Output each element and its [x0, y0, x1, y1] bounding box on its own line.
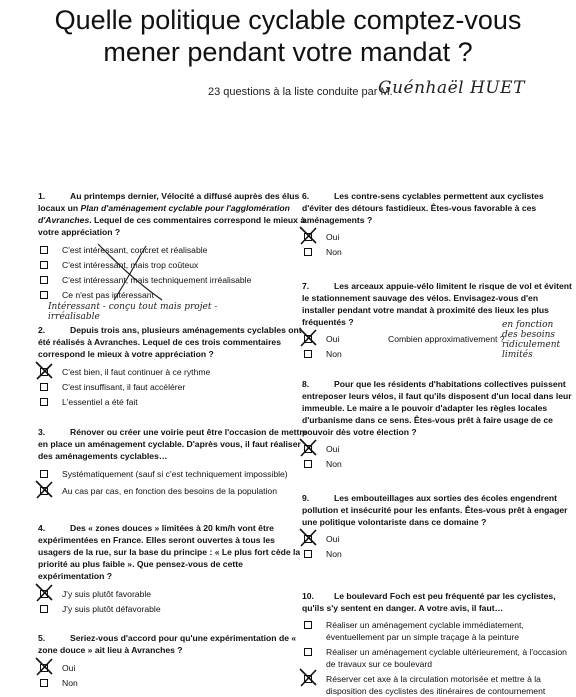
page-title-line-2: mener pendant votre mandat ? — [103, 37, 473, 67]
option[interactable] — [302, 533, 572, 545]
option[interactable] — [302, 619, 572, 643]
option[interactable] — [38, 603, 308, 615]
option-label: C'est intéressant, concret et réalisable — [62, 245, 208, 255]
question-number: 4. — [38, 523, 46, 533]
cross-mark-icon — [34, 360, 56, 382]
option[interactable] — [38, 274, 308, 286]
option-label: J'y suis plutôt favorable — [62, 589, 152, 599]
option-label: Au cas par cas, en fonction des besoins de la population — [62, 486, 277, 496]
checkbox[interactable] — [40, 276, 48, 284]
cross-mark-icon — [298, 225, 320, 247]
option-label: C'est intéressant, mais trop coûteux — [62, 260, 199, 270]
question-number: 10. — [302, 591, 314, 601]
question-text: Pour que les résidents d'habitations collectives puissent entreposer leurs vélos, il faut qu'ils disposent d'un local dans leur immeuble. Le maire a le pouvoir d'adapter les règles locales d'urbanisme dans ce sens. Êtes-vous prêt à faire usage de ce pouvoir dès votre élection ? — [302, 379, 572, 437]
option[interactable] — [302, 646, 572, 670]
question-number: 1. — [38, 191, 46, 201]
question-text: Les arceaux appuie-vélo limitent le risque de vol et évitent le stationnement sauvage des vélos. Envisagez-vous d'en installer pendant votre mandat à proximité des lieux les plus fréquentés ? — [302, 281, 572, 327]
handwritten-annotation: Intéressant - conçu tout mais projet - irréalisable — [48, 302, 218, 322]
question-4 — [38, 522, 308, 615]
followup-question: Combien approximativement ? — [388, 334, 505, 344]
question-number: 8. — [302, 379, 310, 389]
checkbox[interactable] — [40, 261, 48, 269]
checkbox[interactable] — [304, 460, 312, 468]
option[interactable] — [38, 485, 308, 497]
option[interactable] — [302, 673, 572, 697]
option[interactable] — [38, 468, 308, 480]
option-label: Réaliser un aménagement cyclable ultérieurement, à l'occasion de travaux sur ce boulevard — [326, 647, 567, 669]
handwritten-name: Guénhaël HUET — [378, 78, 525, 98]
checkbox[interactable] — [304, 621, 312, 629]
checkbox[interactable] — [304, 248, 312, 256]
checkbox[interactable] — [304, 350, 312, 358]
option-label: Réserver cet axe à la circulation motorisée et mettre à la disposition des cyclistes des itinéraires de contournement — [326, 674, 546, 696]
option[interactable] — [38, 381, 308, 393]
option[interactable] — [38, 259, 308, 271]
question-text: Seriez-vous d'accord pour qu'une expérimentation de « zone douce » ait lieu à Avranches ? — [38, 633, 297, 655]
question-text: Au printemps dernier, Vélocité a diffusé auprès des élus locaux un — [38, 191, 300, 213]
question-text: Les contre-sens cyclables permettent aux cyclistes d'éviter des détours fastidieux. Êtes-vous favorable à ces aménagements ? — [302, 191, 544, 225]
question-text: Depuis trois ans, plusieurs aménagements cyclables ont été réalisés à Avranches. Lequel de ces trois commentaires correspond le mieux à votre appréciation ? — [38, 325, 302, 359]
option-label: L'essentiel a été fait — [62, 397, 138, 407]
question-text: Le boulevard Foch est peu fréquenté par les cyclistes, qu'ils s'y sentent en danger. A votre avis, il faut… — [302, 591, 556, 613]
option[interactable] — [302, 458, 572, 470]
checkbox[interactable] — [40, 291, 48, 299]
option[interactable] — [302, 246, 572, 258]
cross-mark-icon — [298, 667, 320, 689]
question-number: 2. — [38, 325, 46, 335]
question-3 — [38, 426, 308, 497]
option[interactable] — [38, 677, 308, 689]
cross-mark-icon — [298, 437, 320, 459]
option-label: C'est insuffisant, il faut accélérer — [62, 382, 186, 392]
option[interactable] — [38, 289, 308, 301]
option-label: Ce n'est pas intéressant — [62, 290, 154, 300]
question-7 — [302, 280, 572, 360]
option[interactable] — [38, 588, 308, 600]
option[interactable] — [38, 662, 308, 674]
option[interactable] — [38, 366, 308, 378]
question-5 — [38, 632, 308, 689]
question-text: Rénover ou créer une voirie peut être l'occasion de mettre en place un aménagement cyclable. D'après vous, il faut réaliser des aménagements cyclables… — [38, 427, 308, 461]
page-title-line-1: Quelle politique cyclable comptez-vous — [54, 5, 522, 35]
checkbox[interactable] — [40, 398, 48, 406]
option-label: Non — [326, 247, 342, 257]
option-label: Oui — [326, 444, 340, 454]
question-9 — [302, 492, 572, 560]
cross-mark-icon — [298, 327, 320, 349]
cross-mark-icon — [34, 656, 56, 678]
option[interactable] — [302, 231, 572, 243]
option-label: Oui — [326, 334, 340, 344]
question-number: 6. — [302, 191, 310, 201]
option-label: Non — [326, 349, 342, 359]
question-1 — [38, 190, 308, 322]
option[interactable] — [302, 443, 572, 455]
option-label: J'y suis plutôt défavorable — [62, 604, 161, 614]
option[interactable] — [38, 396, 308, 408]
checkbox[interactable] — [40, 605, 48, 613]
checkbox[interactable] — [304, 648, 312, 656]
handwritten-strike-icon — [96, 242, 166, 304]
checkbox[interactable] — [40, 383, 48, 391]
cross-mark-icon — [34, 582, 56, 604]
question-8 — [302, 378, 572, 470]
question-text: . Lequel de ces commentaires correspond le mieux à votre appréciation ? — [38, 215, 306, 237]
question-number: 9. — [302, 493, 310, 503]
cross-mark-icon — [298, 527, 320, 549]
option-label: Oui — [62, 663, 76, 673]
option-label: C'est intéressant, mais techniquement irréalisable — [62, 275, 252, 285]
question-text: Les embouteillages aux sorties des écoles engendrent pollution et insécurité pour les enfants. Êtes-vous prêt à engager une politique volontariste dans ce domaine ? — [302, 493, 568, 527]
question-number: 5. — [38, 633, 46, 643]
question-6 — [302, 190, 572, 258]
option[interactable] — [302, 548, 572, 560]
option-label: Non — [326, 459, 342, 469]
option-label: Non — [326, 549, 342, 559]
question-number: 3. — [38, 427, 46, 437]
option-label: Réaliser un aménagement cyclable immédiatement, éventuellement par un simple traçage à la peinture — [326, 620, 524, 642]
cross-mark-icon — [34, 479, 56, 501]
checkbox[interactable] — [304, 550, 312, 558]
question-text-italic: Plan d'aménagement cyclable pour l'agglomération d'Avranches — [38, 203, 290, 225]
option[interactable] — [38, 244, 308, 256]
question-10 — [302, 590, 572, 697]
option-label: Oui — [326, 232, 340, 242]
option-label: Systématiquement (sauf si c'est techniquement impossible) — [62, 469, 288, 479]
option-label: Oui — [326, 534, 340, 544]
subtitle: 23 questions à la liste conduite par M. — [208, 86, 393, 98]
checkbox[interactable] — [40, 246, 48, 254]
question-text: Des « zones douces » limitées à 20 km/h vont être expérimentées en France. Elles seront ouvertes à tous les usagers de la rue, sur la base du principe : « Le plus fort cède la priorité au plus faible ». Que pensez-vous de cette expérimentation ? — [38, 523, 301, 581]
question-number: 7. — [302, 281, 310, 291]
option-label: Non — [62, 678, 78, 688]
option-label: C'est bien, il faut continuer à ce rythme — [62, 367, 211, 377]
question-2 — [38, 324, 308, 408]
checkbox[interactable] — [40, 470, 48, 478]
checkbox[interactable] — [40, 679, 48, 687]
handwritten-annotation: en fonction des besoins ridiculement limités — [502, 320, 561, 360]
